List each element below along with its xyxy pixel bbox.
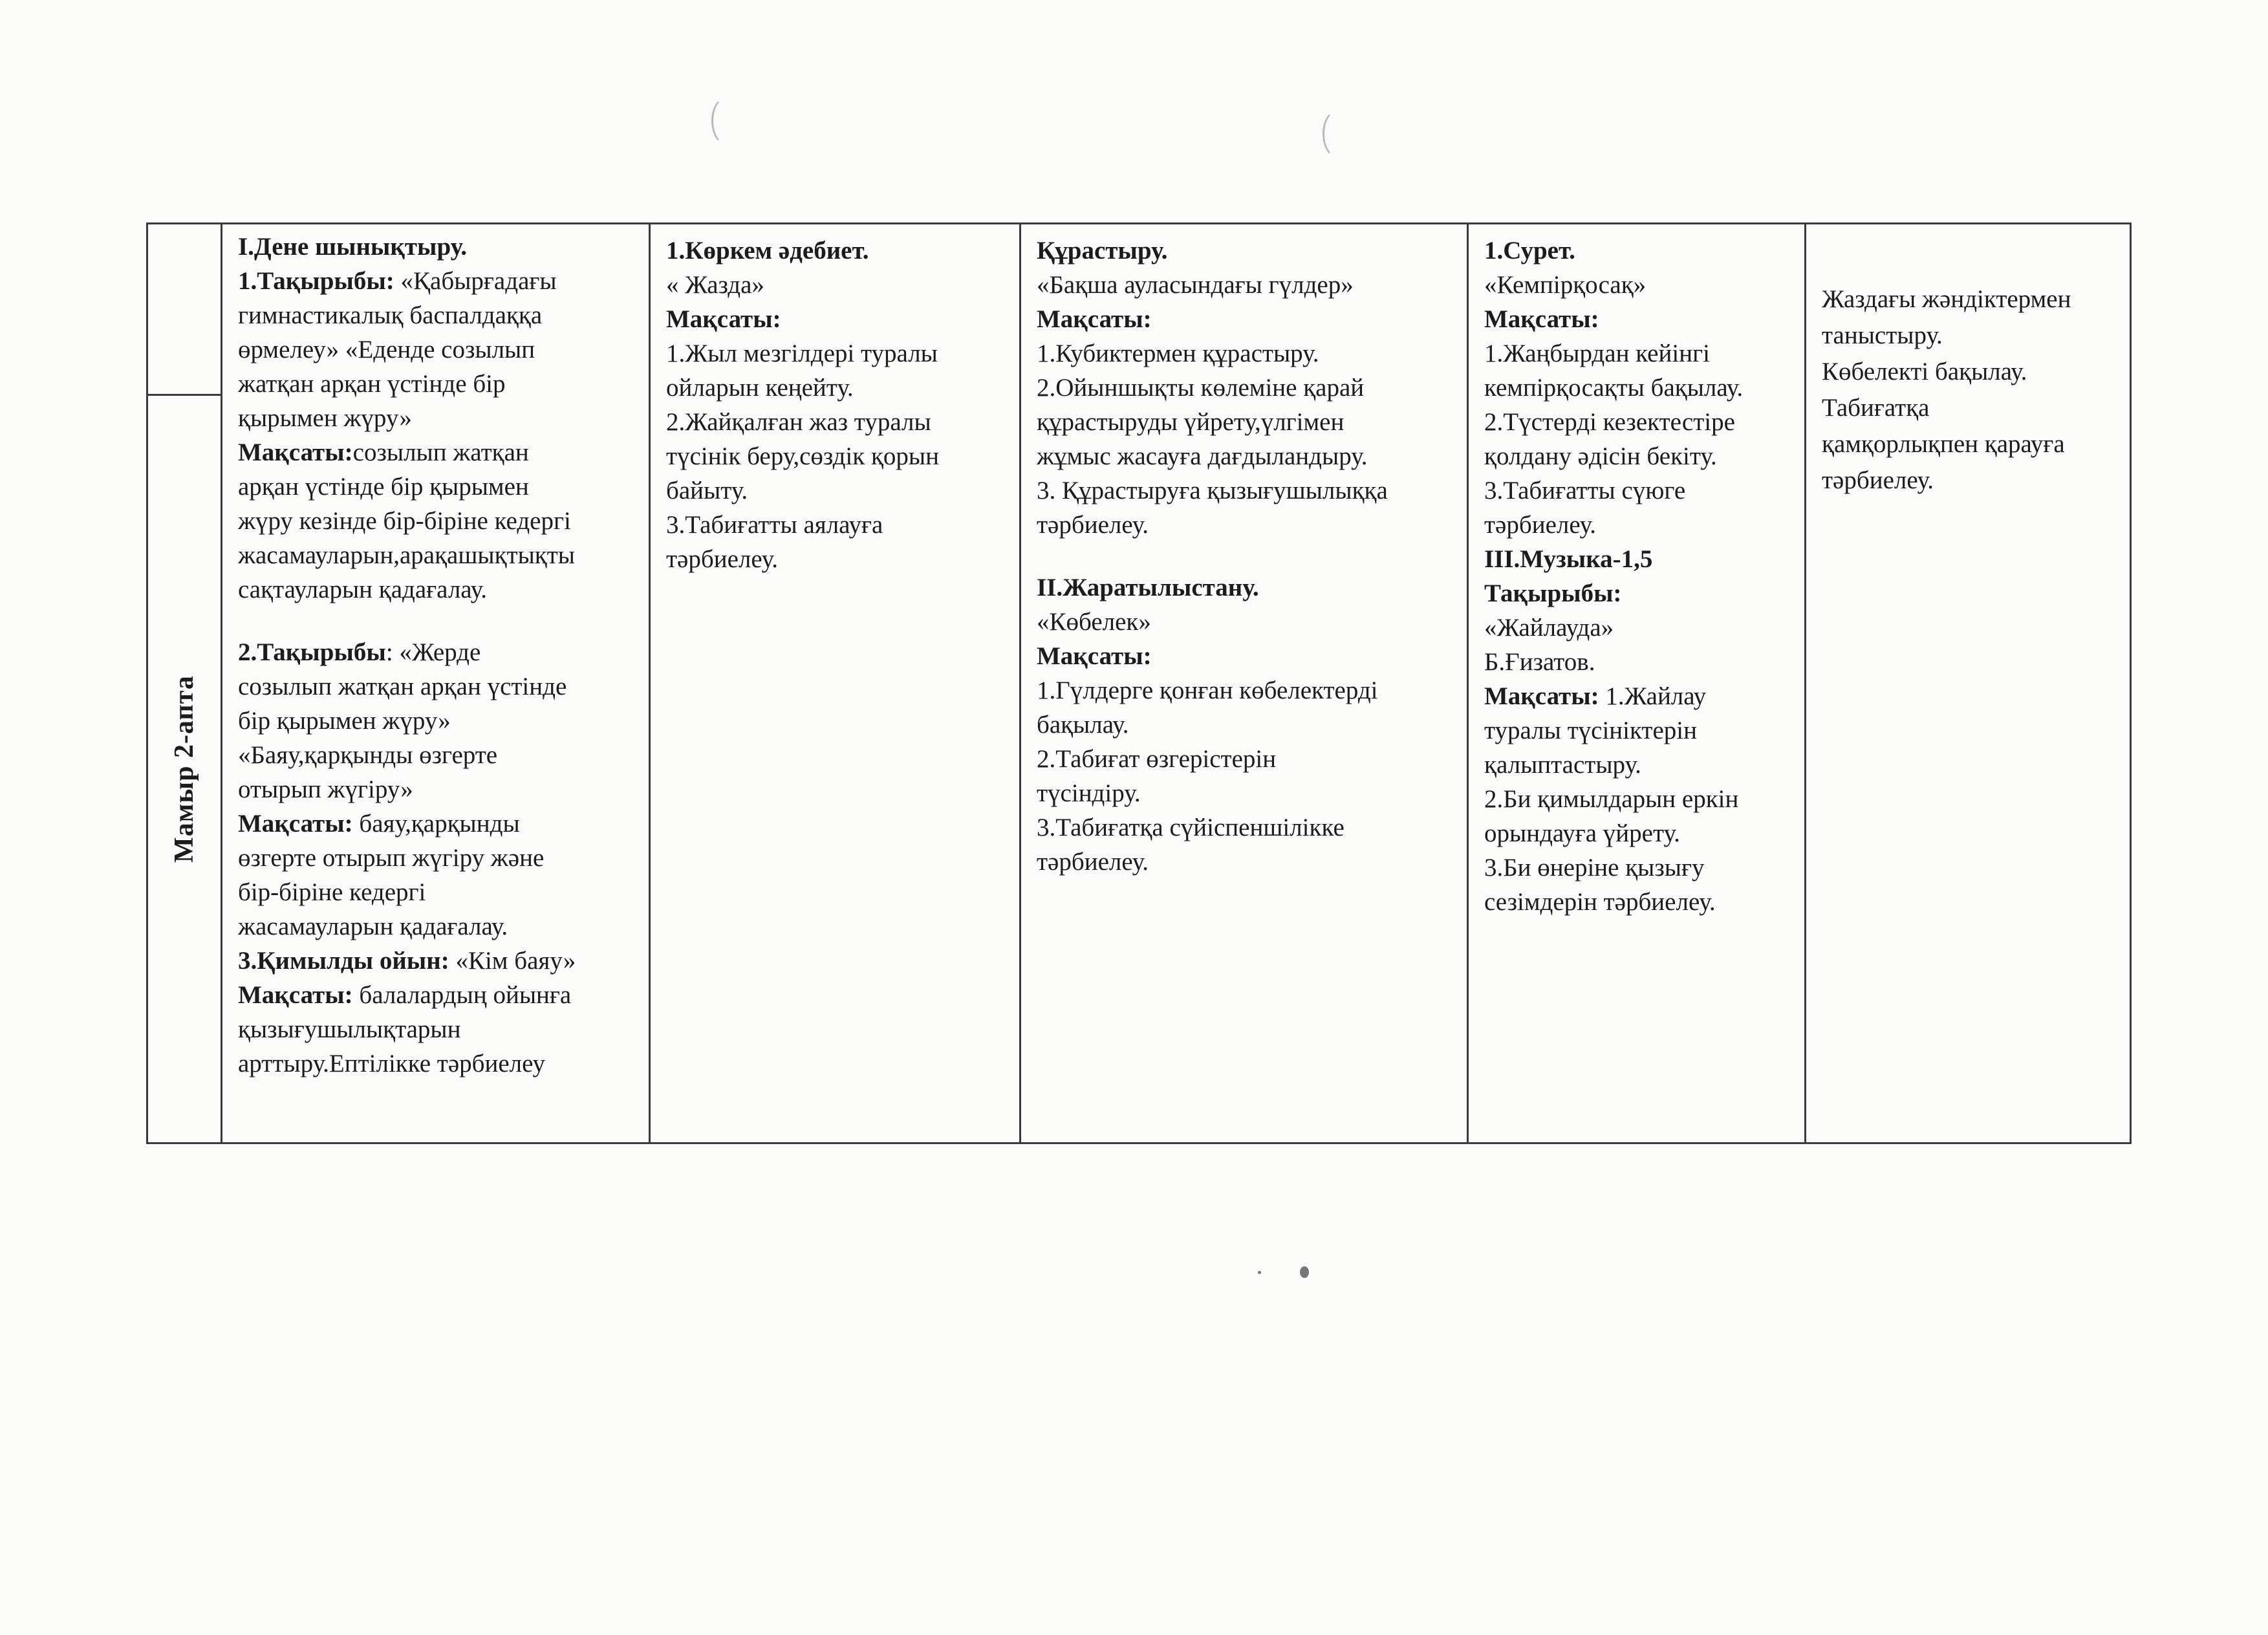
text: сезімдерін тәрбиелеу. xyxy=(1484,888,1716,916)
text: «Бақша ауласындағы гүлдер» xyxy=(1037,271,1354,299)
line-gap xyxy=(1037,542,1455,570)
text: бір-біріне кедергі xyxy=(238,878,426,906)
text: тәрбиелеу. xyxy=(1037,848,1149,876)
text-line xyxy=(666,371,1008,405)
text-line xyxy=(1484,782,1793,816)
bold-text: 2.Тақырыбы xyxy=(238,638,386,666)
text-line xyxy=(1037,570,1455,605)
text: қамқорлықпен қарауға xyxy=(1822,430,2065,458)
bold-text: 1.Тақырыбы: xyxy=(238,267,401,295)
text-line xyxy=(1484,679,1793,713)
text: түсіндіру. xyxy=(1037,779,1141,807)
text: 2.Түстерді кезектестіре xyxy=(1484,408,1735,436)
text: жасамауларын қадағалау. xyxy=(238,913,508,940)
text-line xyxy=(1484,885,1793,919)
week-label-cell xyxy=(148,396,221,1142)
bold-text: Мақсаты: xyxy=(238,810,360,838)
text-line xyxy=(1037,302,1455,336)
text-line xyxy=(1037,605,1455,639)
text: тәрбиелеу. xyxy=(1037,511,1149,539)
text-line xyxy=(1037,508,1455,542)
text: жүру кезінде бір-біріне кедергі xyxy=(238,507,571,535)
bold-text: 1.Сурет. xyxy=(1484,237,1575,265)
scan-mark-left xyxy=(711,97,742,145)
text: бір қырымен жүру» xyxy=(238,707,451,735)
text: «Көбелек» xyxy=(1037,608,1151,636)
text: баяу,қарқынды xyxy=(359,810,520,838)
lesson-plan-table xyxy=(146,222,2132,1144)
text-line xyxy=(238,944,637,978)
bold-text: ІІІ.Музыка-1,5 xyxy=(1484,545,1653,573)
text-line xyxy=(1822,426,2122,462)
text-line xyxy=(1037,233,1455,268)
text-line xyxy=(1484,268,1793,302)
text-line xyxy=(1037,268,1455,302)
text-line xyxy=(238,978,637,1012)
text-line xyxy=(238,401,637,435)
text-line xyxy=(666,542,1008,576)
text-line xyxy=(238,332,637,367)
text: 1.Гүлдерге қонған көбелектерді xyxy=(1037,677,1378,704)
text: таныстыру. xyxy=(1822,321,1943,349)
text-line xyxy=(1037,439,1455,473)
bold-text: І.Дене шынықтыру. xyxy=(238,233,467,261)
text: «Жайлауда» xyxy=(1484,614,1614,642)
text: 3.Би өнеріне қызығу xyxy=(1484,854,1705,882)
text-line xyxy=(1037,776,1455,810)
text: қолдану әдісін бекіту. xyxy=(1484,442,1717,470)
text: «Кемпірқосақ» xyxy=(1484,271,1647,299)
text: 1.Жыл мезгілдері туралы xyxy=(666,340,938,367)
text: қызығушылықтарын xyxy=(238,1015,461,1043)
text-line xyxy=(1037,810,1455,845)
text: жатқан арқан үстінде бір xyxy=(238,370,506,398)
text: созылып жатқан арқан үстінде xyxy=(238,673,567,700)
bold-text: Мақсаты: xyxy=(666,305,781,333)
text: тәрбиелеу. xyxy=(666,545,779,573)
text: құрастыруды үйрету,үлгімен xyxy=(1037,408,1345,436)
text: туралы түсініктерін xyxy=(1484,717,1697,744)
text-line xyxy=(666,473,1008,508)
text-line xyxy=(238,230,637,264)
text-line xyxy=(1484,850,1793,885)
text: ойларын кеңейту. xyxy=(666,374,854,402)
text: бақылау. xyxy=(1037,711,1129,739)
text: отырып жүгіру» xyxy=(238,775,413,803)
text-line xyxy=(238,1012,637,1046)
text-line xyxy=(666,336,1008,371)
text-line xyxy=(238,264,637,298)
text: «Кім баяу» xyxy=(455,947,576,975)
text-line xyxy=(238,772,637,807)
text-line xyxy=(238,909,637,944)
text-line xyxy=(666,233,1008,268)
bold-text: Мақсаты: xyxy=(1484,305,1599,333)
text-line xyxy=(1037,845,1455,879)
text: қалыптастыру. xyxy=(1484,751,1641,779)
bold-text: Мақсаты: xyxy=(238,439,353,466)
text: өрмелеу» «Еденде созылып xyxy=(238,336,535,363)
column-construction-nature xyxy=(1019,224,1467,1142)
text: «Қабырғадағы xyxy=(400,267,557,295)
text: 3. Құрастыруға қызығушылыққа xyxy=(1037,477,1388,504)
text-line xyxy=(238,538,637,572)
text-line xyxy=(238,367,637,401)
text-line xyxy=(238,635,637,669)
text: орындауға үйрету. xyxy=(1484,819,1680,847)
text: жұмыс жасауға дағдыландыру. xyxy=(1037,442,1368,470)
scan-speck xyxy=(1258,1271,1261,1274)
text-line xyxy=(1484,302,1793,336)
text-line xyxy=(1484,645,1793,679)
text: гимнастикалық баспалдаққа xyxy=(238,301,543,329)
text: арқан үстінде бір қырымен xyxy=(238,473,529,501)
text: «Баяу,қарқынды өзгерте xyxy=(238,741,498,769)
text: 2.Ойыншықты көлеміне қарай xyxy=(1037,374,1365,402)
text: Б.Ғизатов. xyxy=(1484,648,1595,676)
text-line xyxy=(1484,713,1793,748)
text-line xyxy=(238,504,637,538)
text-line xyxy=(1822,390,2122,426)
text: тәрбиелеу. xyxy=(1484,511,1597,539)
text-line xyxy=(238,807,637,841)
text-line xyxy=(1484,508,1793,542)
text: сақтауларын қадағалау. xyxy=(238,576,487,603)
text-line xyxy=(1037,673,1455,708)
bold-text: 1.Көркем әдебиет. xyxy=(666,237,869,265)
bold-text: Мақсаты: xyxy=(1037,305,1152,333)
text: қырымен жүру» xyxy=(238,404,412,432)
bold-text: ІІ.Жаратылыстану. xyxy=(1037,574,1259,601)
text-line xyxy=(238,841,637,875)
text: 1.Кубиктермен құрастыру. xyxy=(1037,340,1319,367)
text: 2.Табиғат өзгерістерін xyxy=(1037,745,1277,773)
text: түсінік беру,сөздік қорын xyxy=(666,442,939,470)
text: балалардың ойынға xyxy=(359,981,572,1009)
column-drawing-music xyxy=(1467,224,1804,1142)
text: 3.Табиғатты аялауға xyxy=(666,511,883,539)
text-line xyxy=(1484,336,1793,371)
text-line xyxy=(238,669,637,704)
text-line xyxy=(1484,576,1793,611)
text: созылып жатқан xyxy=(352,439,529,466)
text-line xyxy=(666,268,1008,302)
text: 2.Би қимылдарын еркін xyxy=(1484,785,1739,813)
text: « Жазда» xyxy=(666,271,764,299)
text-line xyxy=(666,302,1008,336)
text-line xyxy=(238,435,637,470)
text-line xyxy=(1822,354,2122,390)
text-line xyxy=(1037,336,1455,371)
text: арттыру.Ептілікке тәрбиелеу xyxy=(238,1050,545,1077)
text-line xyxy=(238,704,637,738)
column-physical-education xyxy=(221,224,649,1142)
text-line xyxy=(666,508,1008,542)
text-line xyxy=(1037,405,1455,439)
text: : «Жерде xyxy=(385,638,481,666)
text: 2.Жайқалған жаз туралы xyxy=(666,408,931,436)
text-line xyxy=(1484,439,1793,473)
bold-text: 3.Қимылды ойын: xyxy=(238,947,456,975)
text-line xyxy=(1484,542,1793,576)
column-literature xyxy=(649,224,1019,1142)
text-line xyxy=(1822,318,2122,354)
text: Көбелекті бақылау. xyxy=(1822,358,2027,385)
bold-text: Құрастыру. xyxy=(1037,237,1168,265)
text-line xyxy=(1484,371,1793,405)
text: 1.Жайлау xyxy=(1605,682,1707,710)
bold-text: Мақсаты: xyxy=(238,981,360,1009)
text-line xyxy=(1037,708,1455,742)
text-line xyxy=(238,470,637,504)
week-label: Мамыр 2-апта xyxy=(169,675,199,863)
scan-mark-right xyxy=(1323,110,1353,158)
text: 3.Табиғатқа сүйіспеншілікке xyxy=(1037,814,1345,841)
text-line xyxy=(1484,405,1793,439)
text-line xyxy=(666,439,1008,473)
text: өзгерте отырып жүгіру және xyxy=(238,844,545,872)
text-line xyxy=(1484,611,1793,645)
text: кемпірқосақты бақылау. xyxy=(1484,374,1744,402)
bold-text: Тақырыбы: xyxy=(1484,579,1622,607)
text: 1.Жаңбырдан кейінгі xyxy=(1484,340,1710,367)
text-line xyxy=(1484,816,1793,850)
bold-text: Мақсаты: xyxy=(1037,642,1152,670)
column-nature-walk xyxy=(1804,224,2133,1142)
text: тәрбиелеу. xyxy=(1822,466,1934,494)
text: Табиғатқа xyxy=(1822,394,1930,422)
text-line xyxy=(238,298,637,332)
text: жасамауларын,арақашықтықты xyxy=(238,541,575,569)
text-line xyxy=(238,738,637,772)
line-gap xyxy=(238,607,637,635)
line-gap xyxy=(1822,253,2122,281)
text-line xyxy=(1037,639,1455,673)
text-line xyxy=(1822,462,2122,499)
text: 3.Табиғатты сүюге xyxy=(1484,477,1686,504)
bold-text: Мақсаты: xyxy=(1484,682,1606,710)
text-line xyxy=(1484,473,1793,508)
text-line xyxy=(238,1046,637,1081)
text-line xyxy=(1484,748,1793,782)
text-line xyxy=(1037,742,1455,776)
text-line xyxy=(1037,371,1455,405)
text: Жаздағы жәндіктермен xyxy=(1822,285,2071,313)
text-line xyxy=(1037,473,1455,508)
text: байыту. xyxy=(666,477,748,504)
text-line xyxy=(666,405,1008,439)
text-line xyxy=(238,572,637,607)
text-line xyxy=(238,875,637,909)
scan-speck xyxy=(1300,1266,1309,1278)
text-line xyxy=(1822,281,2122,318)
text-line xyxy=(1484,233,1793,268)
